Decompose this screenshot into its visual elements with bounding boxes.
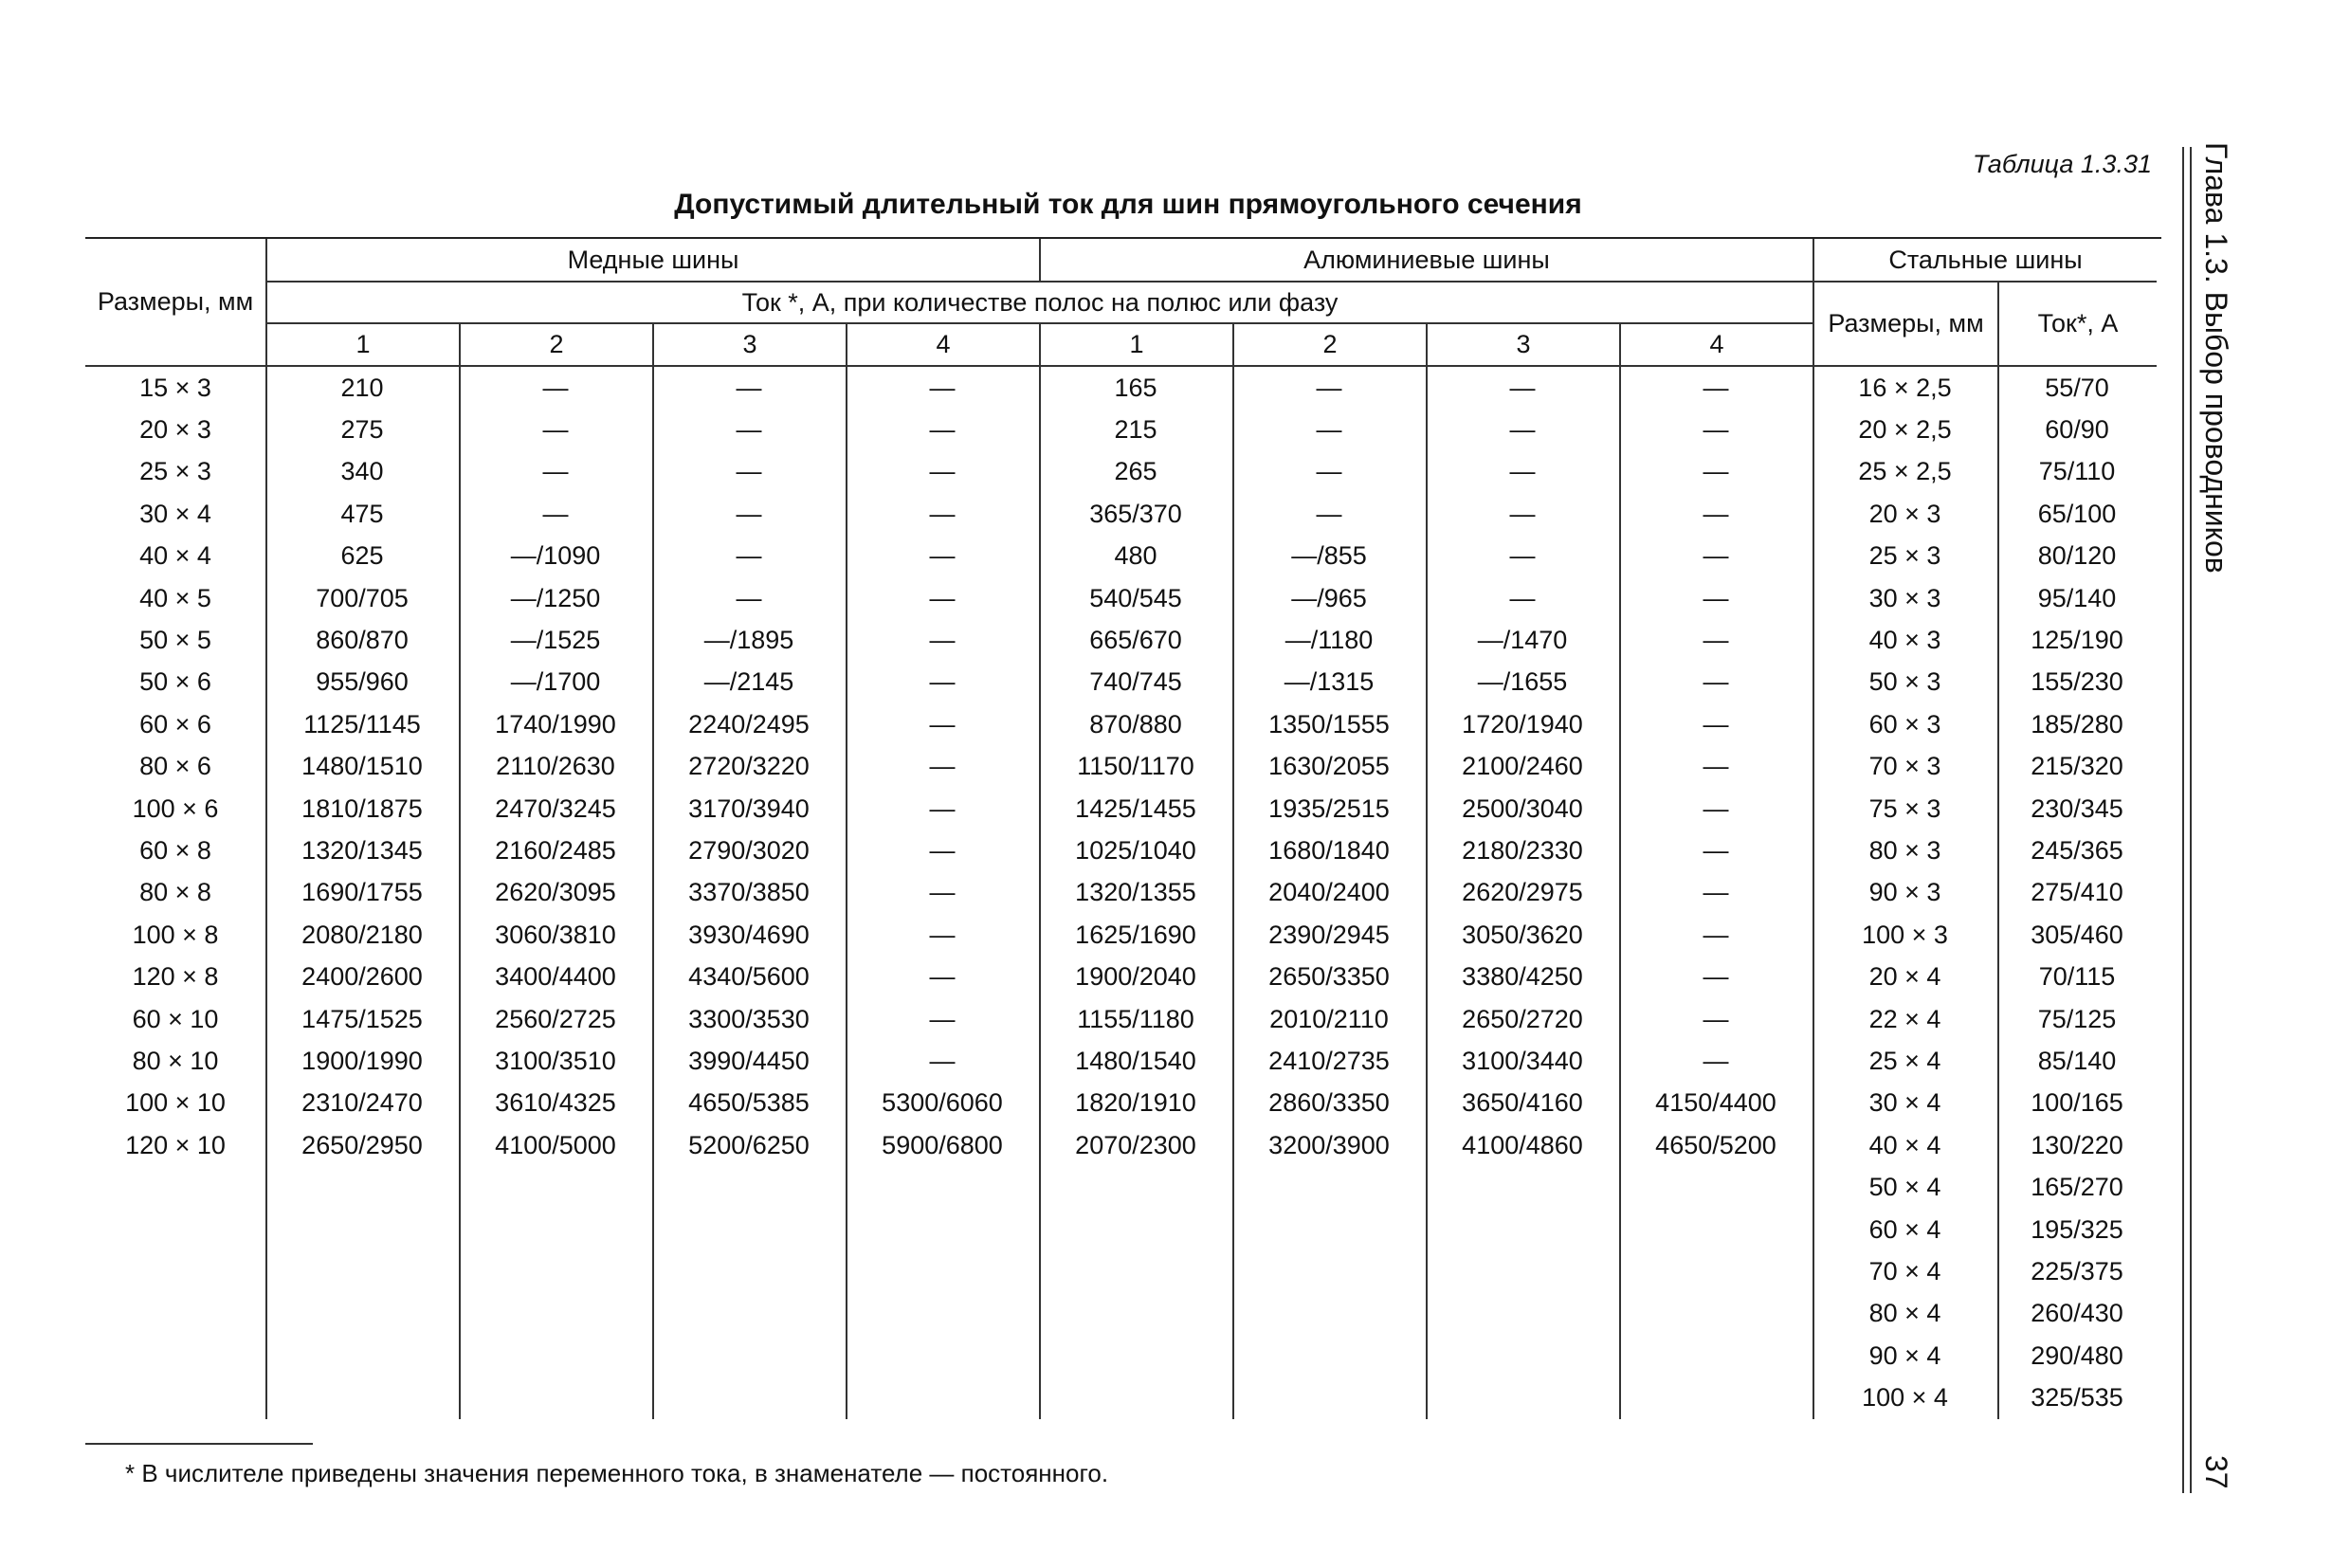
table-cell: 4100/5000 [495, 1130, 616, 1159]
steel-size-cell: 80 × 4 [1868, 1299, 1941, 1328]
table-cell: 3990/4450 [688, 1046, 810, 1075]
header-steel-sizes: Размеры, мм [1813, 283, 1997, 367]
table-cell: 1350/1555 [1268, 709, 1390, 738]
table-cell: — [1509, 541, 1536, 571]
table-cell: 1810/1875 [301, 793, 423, 823]
table-cell: —/1470 [1477, 626, 1568, 655]
row-size-cell: 25 × 3 [139, 457, 211, 486]
table-cell: 3050/3620 [1462, 920, 1583, 949]
table-cell: 2790/3020 [688, 835, 810, 865]
table-cell: 1900/2040 [1075, 962, 1196, 992]
table-cell: 955/960 [316, 667, 409, 697]
table-cell: — [929, 709, 956, 738]
table-cell: 2560/2725 [495, 1004, 616, 1033]
steel-current-cell: 55/70 [2045, 373, 2109, 402]
table-cell: — [1703, 541, 1729, 571]
table-cell: 1680/1840 [1268, 835, 1390, 865]
table-cell: —/1180 [1284, 626, 1374, 655]
steel-size-cell: 20 × 4 [1868, 962, 1941, 992]
table-cell: — [1703, 626, 1729, 655]
table-cell: 665/670 [1089, 626, 1182, 655]
table-cell: — [542, 499, 569, 528]
table-cell: 1690/1755 [301, 878, 423, 907]
table-cell: 2650/3350 [1268, 962, 1390, 992]
table-cell: 1720/1940 [1462, 709, 1583, 738]
row-size-cell: 30 × 4 [139, 499, 211, 528]
table-cell: 2040/2400 [1268, 878, 1390, 907]
header-strip-count: 1 [265, 324, 459, 367]
steel-current-cell: 165/270 [2031, 1173, 2123, 1202]
row-size-cell: 100 × 10 [125, 1088, 226, 1118]
table-cell: — [1703, 835, 1729, 865]
current-table [85, 237, 2161, 1419]
table-cell: — [1703, 1046, 1729, 1075]
table-cell: — [929, 920, 956, 949]
table-cell: 4650/5385 [688, 1088, 810, 1118]
table-cell: 1480/1540 [1075, 1046, 1196, 1075]
table-cell: —/1525 [510, 626, 601, 655]
table-cell: — [929, 541, 956, 571]
table-cell: — [1703, 752, 1729, 781]
footnote: * В числителе приведены значения переменного тока, в знаменателе — постоянного. [125, 1459, 1109, 1487]
steel-size-cell: 90 × 3 [1868, 878, 1941, 907]
steel-size-cell: 100 × 4 [1862, 1383, 1948, 1413]
table-cell: 2620/2975 [1462, 878, 1583, 907]
table-cell: — [1703, 709, 1729, 738]
table-cell: 2860/3350 [1268, 1088, 1390, 1118]
steel-current-cell: 185/280 [2031, 709, 2123, 738]
table-cell: 3300/3530 [688, 1004, 810, 1033]
steel-current-cell: 305/460 [2031, 920, 2123, 949]
table-cell: 740/745 [1089, 667, 1182, 697]
table-cell: —/1700 [510, 667, 601, 697]
row-size-cell: 15 × 3 [139, 373, 211, 402]
steel-size-cell: 20 × 3 [1868, 499, 1941, 528]
steel-size-cell: 40 × 4 [1868, 1130, 1941, 1159]
steel-current-cell: 215/320 [2031, 752, 2123, 781]
table-cell: — [1703, 793, 1729, 823]
table-cell: — [736, 373, 762, 402]
table-cell: 2720/3220 [688, 752, 810, 781]
table-cell: — [1703, 667, 1729, 697]
table-cell: — [1703, 373, 1729, 402]
table-cell: 4340/5600 [688, 962, 810, 992]
table-cell: 1320/1345 [301, 835, 423, 865]
table-cell: — [929, 835, 956, 865]
row-size-cell: 60 × 6 [139, 709, 211, 738]
table-cell: 2310/2470 [301, 1088, 423, 1118]
table-cell: — [929, 667, 956, 697]
steel-size-cell: 100 × 3 [1862, 920, 1948, 949]
table-cell: 265 [1114, 457, 1157, 486]
table-cell: 3400/4400 [495, 962, 616, 992]
table-cell: 3100/3440 [1462, 1046, 1583, 1075]
row-size-cell: 40 × 4 [139, 541, 211, 571]
header-strip-count: 1 [1039, 324, 1232, 367]
row-size-cell: 40 × 5 [139, 583, 211, 612]
table-cell: — [1509, 373, 1536, 402]
table-cell: — [1703, 920, 1729, 949]
table-cell: 3650/4160 [1462, 1088, 1583, 1118]
steel-size-cell: 22 × 4 [1868, 1004, 1941, 1033]
table-cell: 1125/1145 [303, 709, 421, 738]
steel-size-cell: 50 × 3 [1868, 667, 1941, 697]
table-cell: 540/545 [1089, 583, 1182, 612]
steel-current-cell: 85/140 [2037, 1046, 2117, 1075]
table-cell: — [929, 752, 956, 781]
table-cell: 165 [1114, 373, 1157, 402]
table-cell: 2070/2300 [1075, 1130, 1196, 1159]
steel-current-cell: 95/140 [2037, 583, 2117, 612]
steel-current-cell: 65/100 [2037, 499, 2117, 528]
table-cell: 5200/6250 [688, 1130, 810, 1159]
steel-current-cell: 195/325 [2031, 1214, 2123, 1244]
table-cell: 4650/5200 [1655, 1130, 1776, 1159]
table-cell: — [1509, 457, 1536, 486]
steel-current-cell: 70/115 [2038, 962, 2116, 992]
table-cell: 3930/4690 [688, 920, 810, 949]
table-cell: 1480/1510 [301, 752, 423, 781]
row-size-cell: 50 × 6 [139, 667, 211, 697]
table-cell: 5300/6060 [882, 1088, 1003, 1118]
table-cell: 3200/3900 [1268, 1130, 1390, 1159]
table-cell: —/1655 [1477, 667, 1568, 697]
table-cell: 3380/4250 [1462, 962, 1583, 992]
table-cell: — [929, 626, 956, 655]
header-steel: Стальные шины [1813, 239, 2157, 283]
table-cell: — [542, 415, 569, 445]
table-cell: 2470/3245 [495, 793, 616, 823]
row-size-cell: 60 × 8 [139, 835, 211, 865]
table-cell: 1150/1170 [1077, 752, 1194, 781]
table-cell: 1820/1910 [1075, 1088, 1196, 1118]
steel-size-cell: 16 × 2,5 [1858, 373, 1952, 402]
table-cell: —/1090 [510, 541, 601, 571]
header-strip-count: 2 [1232, 324, 1426, 367]
table-cell: — [929, 1004, 956, 1033]
steel-size-cell: 20 × 2,5 [1858, 415, 1952, 445]
table-cell: 275 [340, 415, 384, 445]
header-sizes: Размеры, мм [85, 239, 265, 367]
header-aluminum: Алюминиевые шины [1039, 239, 1813, 283]
table-cell: 2160/2485 [495, 835, 616, 865]
header-strip-count: 3 [1426, 324, 1619, 367]
table-cell: —/1250 [510, 583, 601, 612]
table-cell: 625 [340, 541, 384, 571]
table-cell: 480 [1114, 541, 1157, 571]
table-cell: 2390/2945 [1268, 920, 1390, 949]
table-cell: — [1703, 1004, 1729, 1033]
table-cell: 1320/1355 [1075, 878, 1196, 907]
table-cell: 2010/2110 [1269, 1004, 1389, 1033]
table-cell: — [1703, 878, 1729, 907]
steel-size-cell: 90 × 4 [1868, 1340, 1941, 1370]
table-cell: — [1509, 499, 1536, 528]
table-cell: — [1316, 499, 1342, 528]
steel-size-cell: 30 × 3 [1868, 583, 1941, 612]
margin-rule [2190, 147, 2192, 1493]
table-cell: —/855 [1291, 541, 1367, 571]
row-size-cell: 20 × 3 [139, 415, 211, 445]
table-cell: 3100/3510 [495, 1046, 616, 1075]
table-cell: 1900/1990 [301, 1046, 423, 1075]
table-title: Допустимый длительный ток для шин прямоугольного сечения [674, 189, 1582, 220]
steel-size-cell: 25 × 2,5 [1858, 457, 1952, 486]
steel-current-cell: 155/230 [2031, 667, 2123, 697]
table-cell: 3170/3940 [688, 793, 810, 823]
steel-current-cell: 275/410 [2031, 878, 2123, 907]
table-cell: —/2145 [703, 667, 794, 697]
header-strip-count: 2 [459, 324, 652, 367]
row-size-cell: 100 × 6 [132, 793, 219, 823]
table-cell: 2180/2330 [1462, 835, 1583, 865]
table-cell: 2240/2495 [688, 709, 810, 738]
steel-size-cell: 40 × 3 [1868, 626, 1941, 655]
table-cell: 3060/3810 [495, 920, 616, 949]
table-cell: 365/370 [1089, 499, 1182, 528]
table-cell: — [736, 541, 762, 571]
table-cell: 1425/1455 [1075, 793, 1196, 823]
table-cell: 4150/4400 [1655, 1088, 1776, 1118]
table-cell: 4100/4860 [1462, 1130, 1583, 1159]
steel-current-cell: 290/480 [2031, 1340, 2123, 1370]
table-cell: 1155/1180 [1077, 1004, 1194, 1033]
table-cell: — [1703, 499, 1729, 528]
table-cell: 1025/1040 [1075, 835, 1196, 865]
table-cell: — [929, 373, 956, 402]
table-cell: —/1315 [1284, 667, 1375, 697]
table-caption: Таблица 1.3.31 [1972, 150, 2152, 178]
table-cell: 1625/1690 [1075, 920, 1196, 949]
row-size-cell: 50 × 5 [139, 626, 211, 655]
footnote-rule [85, 1443, 313, 1445]
table-cell: — [736, 583, 762, 612]
steel-current-cell: 325/535 [2031, 1383, 2123, 1413]
header-steel-current: Ток*, А [1997, 283, 2157, 367]
steel-size-cell: 25 × 3 [1868, 541, 1941, 571]
steel-size-cell: 50 × 4 [1868, 1173, 1941, 1202]
table-cell: 2400/2600 [301, 962, 423, 992]
steel-current-cell: 60/90 [2045, 415, 2109, 445]
steel-current-cell: 245/365 [2031, 835, 2123, 865]
table-cell: 700/705 [316, 583, 409, 612]
table-cell: 860/870 [316, 626, 409, 655]
margin-rule [2182, 147, 2184, 1493]
table-cell: 5900/6800 [882, 1130, 1003, 1159]
steel-current-cell: 125/190 [2031, 626, 2123, 655]
table-cell: 2650/2720 [1462, 1004, 1583, 1033]
steel-current-cell: 260/430 [2031, 1299, 2123, 1328]
steel-size-cell: 30 × 4 [1868, 1088, 1941, 1118]
table-cell: — [1703, 583, 1729, 612]
table-cell: 2620/3095 [495, 878, 616, 907]
table-cell: — [929, 1046, 956, 1075]
table-cell: 340 [340, 457, 384, 486]
table-cell: 1630/2055 [1268, 752, 1390, 781]
header-strip-count: 4 [846, 324, 1039, 367]
steel-size-cell: 70 × 3 [1868, 752, 1941, 781]
row-size-cell: 80 × 10 [132, 1046, 219, 1075]
table-cell: — [1316, 373, 1342, 402]
steel-current-cell: 130/220 [2031, 1130, 2123, 1159]
steel-current-cell: 225/375 [2031, 1256, 2123, 1285]
table-cell: — [1509, 583, 1536, 612]
table-cell: — [1316, 415, 1342, 445]
steel-size-cell: 80 × 3 [1868, 835, 1941, 865]
table-cell: — [1316, 457, 1342, 486]
steel-size-cell: 25 × 4 [1868, 1046, 1941, 1075]
steel-current-cell: 75/110 [2038, 457, 2116, 486]
table-cell: 2080/2180 [301, 920, 423, 949]
table-cell: —/1895 [703, 626, 794, 655]
table-cell: — [929, 583, 956, 612]
row-size-cell: 120 × 10 [125, 1130, 226, 1159]
steel-current-cell: 80/120 [2037, 541, 2117, 571]
table-cell: —/965 [1291, 583, 1367, 612]
table-cell: — [542, 373, 569, 402]
table-cell: 2410/2735 [1268, 1046, 1390, 1075]
table-cell: 2500/3040 [1462, 793, 1583, 823]
table-cell: 3610/4325 [495, 1088, 616, 1118]
row-size-cell: 60 × 10 [132, 1004, 219, 1033]
table-cell: — [929, 962, 956, 992]
table-cell: — [929, 793, 956, 823]
table-cell: 3370/3850 [688, 878, 810, 907]
steel-size-cell: 60 × 3 [1868, 709, 1941, 738]
header-strip-count: 3 [652, 324, 846, 367]
table-cell: — [736, 457, 762, 486]
table-cell: — [1703, 962, 1729, 992]
row-size-cell: 100 × 8 [132, 920, 219, 949]
table-cell: — [1703, 415, 1729, 445]
table-cell: 870/880 [1089, 709, 1182, 738]
table-cell: 1475/1525 [301, 1004, 423, 1033]
table-cell: 1935/2515 [1268, 793, 1390, 823]
table-cell: 1740/1990 [495, 709, 616, 738]
steel-current-cell: 75/125 [2037, 1004, 2117, 1033]
table-cell: 2100/2460 [1462, 752, 1583, 781]
table-cell: — [929, 878, 956, 907]
table-cell: 210 [340, 373, 384, 402]
table-cell: — [929, 457, 956, 486]
table-cell: 2650/2950 [301, 1130, 423, 1159]
steel-current-cell: 230/345 [2031, 793, 2123, 823]
page-number: 37 [2199, 1455, 2233, 1489]
table-cell: — [736, 499, 762, 528]
running-header: Глава 1.3. Выбор проводников [2199, 142, 2233, 574]
table-cell: — [1509, 415, 1536, 445]
table-cell: — [929, 499, 956, 528]
table-cell: — [1703, 457, 1729, 486]
table-cell: — [736, 415, 762, 445]
table-cell: 215 [1114, 415, 1157, 445]
table-cell: 475 [340, 499, 384, 528]
steel-current-cell: 100/165 [2031, 1088, 2123, 1118]
header-current: Ток *, А, при количестве полос на полюс или фазу [265, 283, 1813, 324]
header-strip-count: 4 [1619, 324, 1813, 367]
header-copper: Медные шины [265, 239, 1039, 283]
row-size-cell: 80 × 6 [139, 752, 211, 781]
table-cell: — [542, 457, 569, 486]
steel-size-cell: 70 × 4 [1868, 1256, 1941, 1285]
row-size-cell: 80 × 8 [139, 878, 211, 907]
table-cell: — [929, 415, 956, 445]
steel-size-cell: 60 × 4 [1868, 1214, 1941, 1244]
table-cell: 2110/2630 [496, 752, 615, 781]
row-size-cell: 120 × 8 [132, 962, 219, 992]
steel-size-cell: 75 × 3 [1868, 793, 1941, 823]
